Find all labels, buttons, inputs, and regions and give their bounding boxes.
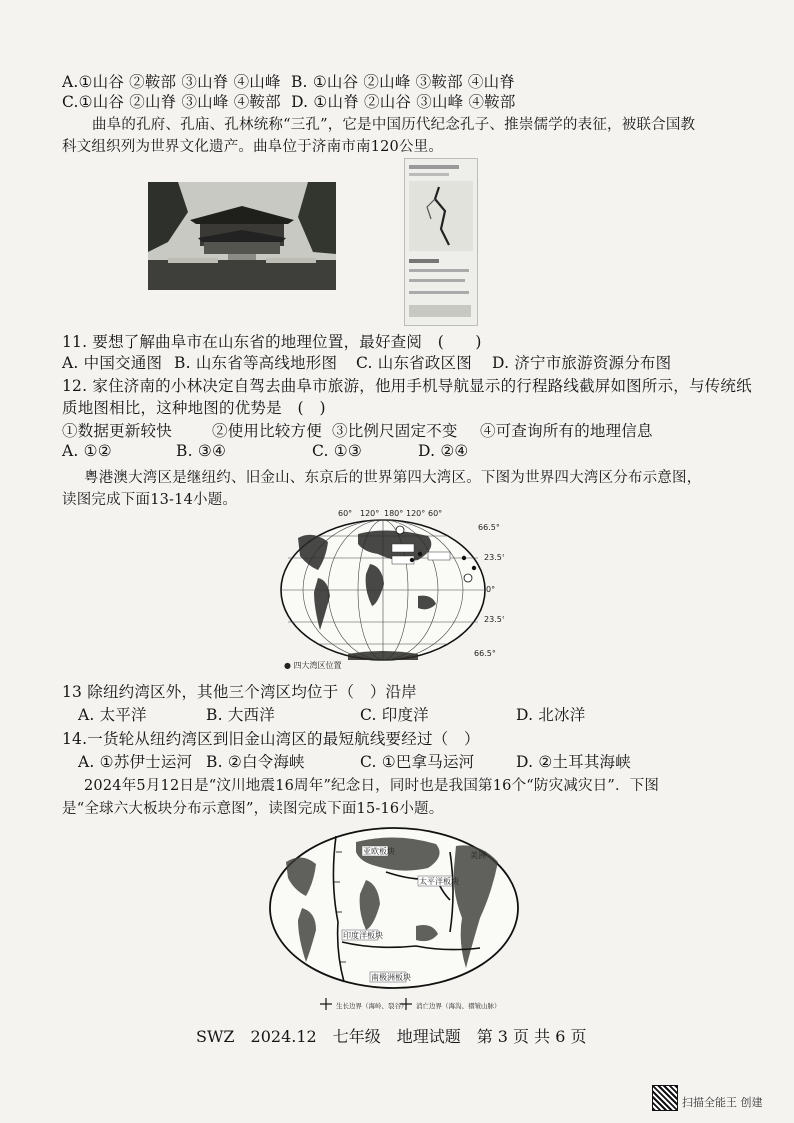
- bay-intro-line2: 读图完成下面13-14小题。: [62, 492, 238, 508]
- lat-label-2: 23.5°: [484, 553, 504, 562]
- lat-label-5: 66.5°: [474, 649, 496, 658]
- q10-option-c: C.①山谷 ②山脊 ③山峰 ④鞍部: [62, 93, 281, 111]
- q12-stem-line1: 12. 家住济南的小林决定自驾去曲阜市旅游，他用手机导航显示的行程路线截屏如图所示，与传统纸: [62, 377, 752, 395]
- lon-label-5: 60°: [428, 509, 443, 518]
- q12-item-4: ④可查询所有的地理信息: [480, 422, 653, 440]
- plate-label-pacific: 太平洋板块: [419, 877, 459, 886]
- q10-option-d: D. ①山脊 ②山谷 ③山峰 ④鞍部: [291, 93, 516, 111]
- legend-ridge: 生长边界（海岭、裂谷）: [336, 1002, 408, 1010]
- q14-option-c: C. ①巴拿马运河: [360, 753, 475, 771]
- lon-label-3: 180°: [384, 509, 404, 518]
- q11-option-b: B. 山东省等高线地形图: [174, 354, 338, 372]
- q14-option-b: B. ②白令海峡: [206, 753, 305, 771]
- q13-option-c: C. 印度洋: [360, 706, 429, 724]
- bay-intro-line1: 粤港澳大湾区是继纽约、旧金山、东京后的世界第四大湾区。下图为世界四大湾区分布示意图，: [84, 470, 702, 486]
- q12-option-c: C. ①③: [312, 442, 362, 460]
- bay-map-legend: ● 四大湾区位置: [284, 661, 342, 670]
- confucius-temple-photo: [148, 182, 336, 290]
- q11-stem: 11. 要想了解曲阜市在山东省的地理位置，最好查阅 ( ): [62, 333, 482, 351]
- lon-label-4: 120°: [406, 509, 426, 518]
- q11-option-c: C. 山东省政区图: [356, 354, 472, 372]
- q14-option-d: D. ②土耳其海峡: [516, 753, 631, 771]
- q13-stem: 13 除纽约湾区外，其他三个湾区均位于（ ）沿岸: [62, 683, 417, 701]
- q13-option-a: A. 太平洋: [78, 706, 147, 724]
- q13-option-d: D. 北冰洋: [516, 706, 586, 724]
- q12-option-a: A. ①②: [62, 442, 112, 460]
- scanner-watermark: 扫描全能王 创建: [682, 1096, 763, 1109]
- qufu-intro-line1: 曲阜的孔府、孔庙、孔林统称“三孔”，它是中国历代纪念孔子、推崇儒学的表征，被联合国教: [92, 117, 696, 133]
- q10-options-row1: [62, 70, 515, 92]
- q12-stem-line2: 质地图相比，这种地图的优势是 ( ): [62, 399, 326, 417]
- world-plates-map: [266, 822, 526, 1012]
- plates-intro-line1: 2024年5月12日是“汶川地震16周年”纪念日，同时也是我国第16个“防灾减灾日”．下图: [84, 778, 660, 794]
- plate-label-eurasian: 亚欧板块: [363, 847, 395, 856]
- legend-trench: 消亡边界（海沟、褶皱山脉）: [416, 1002, 501, 1010]
- lon-label-1: 60°: [338, 509, 353, 518]
- qr-code-icon: [652, 1085, 678, 1111]
- world-bay-areas-map: [278, 508, 504, 670]
- plate-label-america: 美洲: [470, 851, 486, 860]
- lat-label-1: 66.5°: [478, 523, 500, 532]
- q14-stem: 14.一货轮从纽约湾区到旧金山湾区的最短航线要经过（ ）: [62, 730, 480, 748]
- qufu-intro-line2: 科文组织列为世界文化遗产。曲阜位于济南市南120公里。: [62, 139, 444, 155]
- q12-item-1: ①数据更新较快: [62, 422, 172, 440]
- q10-options-row2: [62, 90, 516, 112]
- lat-label-4: 23.5°: [484, 615, 504, 624]
- q14-option-a: A. ①苏伊士运河: [78, 753, 193, 771]
- page-footer: SWZ 2024.12 七年级 地理试题 第 3 页 共 6 页: [196, 1027, 587, 1046]
- q11-option-d: D. 济宁市旅游资源分布图: [492, 354, 672, 372]
- q13-option-b: B. 大西洋: [206, 706, 275, 724]
- q12-item-2: ②使用比较方便: [212, 422, 322, 440]
- lat-label-3: 0°: [486, 585, 496, 594]
- plate-label-antarctic: 南极洲板块: [371, 973, 411, 982]
- lon-label-2: 120°: [360, 509, 380, 518]
- q12-option-b: B. ③④: [176, 442, 227, 460]
- q10-option-b: B. ①山谷 ②山峰 ③鞍部 ④山脊: [290, 73, 515, 91]
- q12-item-3: ③比例尺固定不变: [332, 422, 458, 440]
- q12-option-d: D. ②④: [418, 442, 469, 460]
- q11-option-a: A. 中国交通图: [62, 354, 163, 372]
- plates-intro-line2: 是“全球六大板块分布示意图”，读图完成下面15-16小题。: [62, 801, 444, 817]
- q10-option-a: A.①山谷 ②鞍部 ③山脊 ④山峰: [62, 73, 281, 91]
- navigation-screenshot: [404, 158, 478, 326]
- plate-label-indian: 印度洋板块: [343, 931, 383, 940]
